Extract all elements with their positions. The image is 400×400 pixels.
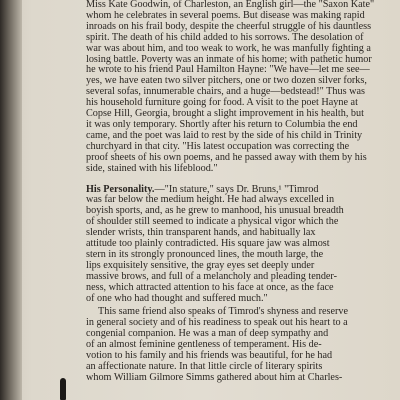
book-gutter [0,0,22,400]
ink-mark [60,378,66,400]
text-line: This same friend also speaks of Timrod's shyness and reserve [98,306,348,318]
text-line: massive brows, and full of a melancholy and pleading tender- [86,270,338,282]
text-line: of shoulder still seemed to indicate a physical vigor which the [86,216,339,228]
text-line: side, stained with his lifeblood." [86,162,218,174]
text-line: proof sheets of his own poems, and he passed away with them by his [86,151,367,163]
text-line: congenial companion. He was a man of deep sympathy and [86,328,329,340]
text-line: lips exquisitely sensitive, the gray eyes set deeply under [86,259,315,271]
text-line: war was about him, and too weak to work, he was manfully fighting a [86,42,371,54]
text-line: Miss Kate Goodwin, of Charleston, an English girl—the "Saxon Kate" [86,0,375,10]
text-line: spirit. The death of his child added to his sorrows. The desolation of [86,31,364,43]
text-span: —"In stature," says Dr. Bruns,¹ "Timrod [154,183,319,195]
text-line: inroads on his frail body, despite the cheerful struggle of his dauntless [86,20,372,32]
text-line: churchyard in that city. "His latest occupation was correcting the [86,140,350,152]
text-line: came, and the poet was laid to rest by the side of his child in Trinity [86,129,363,141]
paragraph-shyness [86,307,378,383]
text-line: whom William Gilmore Simms gathered about him at Charles- [86,371,343,383]
text-line: was far below the medium height. He had always excelled in [86,194,335,206]
text-line: boyish sports, and, as he grew to manhood, his unusual breadth [86,205,344,217]
text-line: his household furniture going for food. A visit to the poet Hayne at [86,97,358,109]
text-line: attitude too plainly contradicted. His square jaw was almost [86,238,330,250]
text-line: he wrote to his friend Paul Hamilton Hayne: "We have—let me see— [86,64,370,76]
text-line: Copse Hill, Georgia, brought a slight improvement in his health, but [86,108,364,120]
text-line: several sofas, innumerable chairs, and a huge—bedstead!" Thus was [86,86,365,98]
text-line: of one who had thought and suffered much." [86,292,268,304]
text-line: slender wrists, thin transparent hands, and habitually lax [86,227,316,239]
text-line: of an almost feminine gentleness of temperament. His de- [86,339,322,351]
text-line: whom he celebrates in several poems. But disease was making rapid [86,9,365,21]
text-line: in general society and of his readiness to speak out his heart to a [86,317,348,329]
page-text [86,0,378,384]
text-line: votion to his family and his friends was beautiful, for he had [86,350,333,362]
text-line: it was only temporary. Shortly after his return to Columbia the end [86,118,358,130]
paragraph-personality [86,185,378,305]
paragraph-death-of-timrod [86,0,378,175]
text-line: an affectionate nature. In that little circle of literary spirits [86,361,323,372]
text-line: yes, we have eaten two silver pitchers, one or two dozen silver forks, [86,75,367,87]
text-line: stern in its strongly pronounced lines, the mouth large, the [86,248,324,260]
text-line: ness, which attracted attention to his face at once, as the face [86,281,334,293]
section-heading: His Personality. [86,183,155,195]
text-line: losing battle. Poverty was an inmate of his home; with pathetic humor [86,53,372,65]
